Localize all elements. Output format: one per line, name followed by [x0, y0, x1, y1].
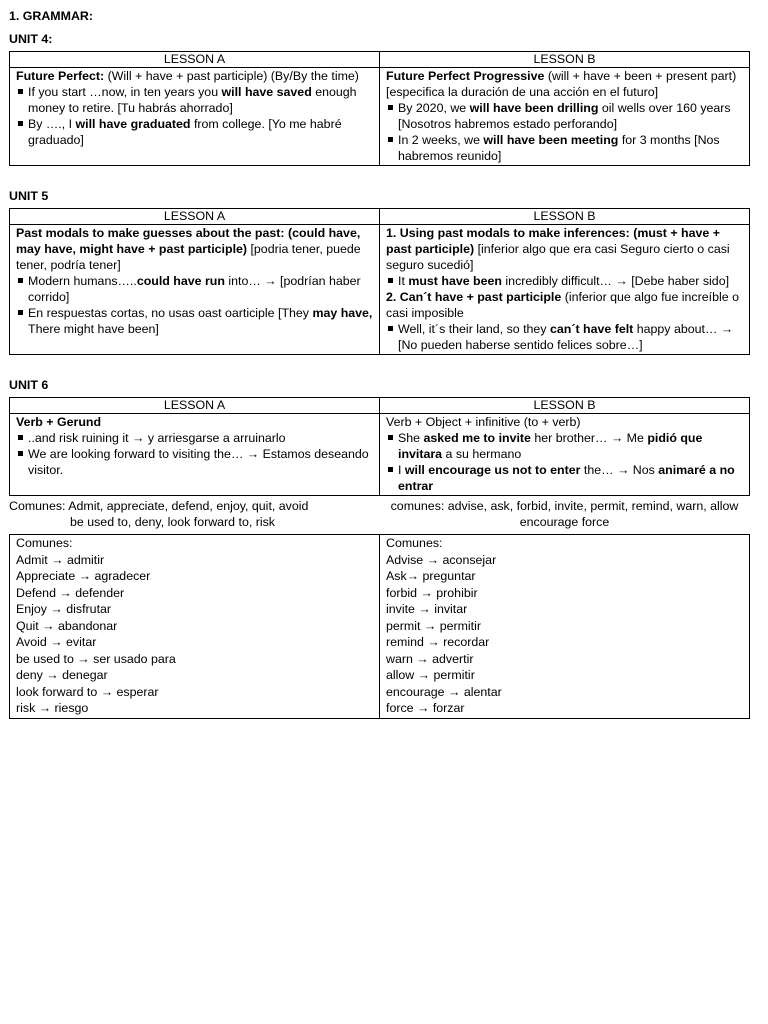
text: We are looking forward to visiting the… → Estamos deseando visitor. — [28, 447, 369, 477]
vocab-entry: look forward to → esperar — [16, 684, 159, 699]
text: If you start …now, in ten years you — [28, 85, 222, 99]
bullet-item — [16, 430, 373, 446]
unit-5-heading: UNIT 5 — [9, 189, 49, 203]
vocab-entry: Avoid → evitar — [16, 635, 97, 649]
lesson-b-header: LESSON B — [380, 209, 750, 225]
vocab-entry: force → forzar — [386, 701, 465, 715]
unit-6-lesson-b-cell — [380, 414, 750, 496]
vocab-entry: permit → permitir — [386, 618, 482, 633]
text: There might have been] — [28, 322, 159, 336]
comunes-right-line-2: encourage force — [519, 515, 610, 529]
text: her brother… → Me — [530, 431, 648, 445]
text: enough money to retire. [Tu habrás ahorrado] — [28, 85, 357, 115]
text: En respuestas cortas, no usas oast oarticiple [They — [28, 306, 313, 320]
vocab-entry: Enjoy → disfrutar — [16, 602, 112, 616]
text: oil wells over 160 years [Nosotros habremos estado perforando] — [398, 101, 731, 131]
bold-text: will have saved — [221, 85, 312, 99]
vocab-entry: encourage → alentar — [386, 684, 502, 699]
vocab-entry: invite → invitar — [386, 602, 468, 616]
vocab-right-list — [386, 552, 743, 717]
bold-text: 1. Using past modals to make inferences: (must + have + past participle) — [386, 226, 720, 256]
unit-5-table — [9, 208, 750, 355]
text: Well, it´s their land, so they — [398, 322, 550, 336]
vocab-table — [9, 534, 750, 719]
text: for 3 months [Nos habremos reunido] — [398, 133, 720, 163]
unit-5-lesson-a-cell — [10, 225, 380, 355]
vocab-entry: forbid → prohibir — [386, 585, 478, 600]
bullet-item — [386, 321, 743, 353]
bullet-item — [386, 462, 743, 494]
text: the… → Nos — [580, 463, 659, 477]
text: [podria tener, puede tener, podría tener] — [16, 242, 361, 272]
bullet-list — [386, 321, 743, 353]
rule-heading — [16, 225, 373, 273]
bullet-list — [386, 430, 743, 494]
bullet-list — [16, 273, 373, 337]
text: [inferior algo que era casi Seguro cierto o casi seguro sucedió] — [386, 242, 730, 272]
bullet-list — [386, 273, 743, 289]
text: happy about… → [No pueden haberse sentido felices sobre…] — [398, 322, 734, 352]
lesson-a-header: LESSON A — [10, 209, 380, 225]
bullet-item — [386, 273, 743, 289]
text: I — [398, 463, 405, 477]
bullet-item — [16, 305, 373, 337]
bold-text: will have been meeting — [483, 133, 619, 147]
vocab-entry: Appreciate → agradecer — [16, 569, 151, 583]
text: a su hermano — [442, 447, 522, 461]
bold-text: asked me to invite — [423, 431, 531, 445]
comunes-left-line-2: be used to, deny, look forward to, risk — [70, 515, 276, 529]
vocab-right-cell — [380, 535, 750, 719]
text: from college. [Yo me habré graduado] — [28, 117, 342, 147]
bold-text: Past modals to make guesses about the past: (could have, may have, might have + past participle) — [16, 226, 361, 256]
bold-text: will have graduated — [75, 117, 191, 131]
document-page — [9, 8, 750, 719]
bullet-item — [386, 430, 743, 462]
vocab-left-cell — [10, 535, 380, 719]
bullet-item — [16, 116, 373, 148]
vocab-entry: risk → riesgo — [16, 701, 89, 715]
vocab-entry: Advise → aconsejar — [386, 552, 497, 567]
bold-text: Verb + Gerund — [16, 415, 102, 429]
unit-6-table — [9, 397, 750, 496]
vocab-left-list — [16, 552, 373, 717]
bullet-item — [16, 84, 373, 116]
unit-4-lesson-a-cell — [10, 68, 380, 166]
bullet-item — [16, 446, 373, 478]
vocab-entry: allow → permitir — [386, 668, 475, 682]
bold-text: Future Perfect: — [16, 69, 105, 83]
text: She — [398, 431, 424, 445]
bold-text: 2. Can´t have + past participle — [386, 290, 562, 304]
rule-heading — [386, 289, 743, 321]
text: incredibly difficult… → [Debe haber sido] — [501, 274, 730, 288]
comunes-left-line-1: Comunes: Admit, appreciate, defend, enjoy, quit, avoid — [9, 499, 309, 513]
bold-text: pidió que invitara — [398, 431, 703, 461]
vocab-right-title: Comunes: — [386, 536, 443, 550]
unit-4-heading: UNIT 4: — [9, 32, 53, 46]
vocab-entry: Quit → abandonar — [16, 618, 118, 633]
vocab-entry: Admit → admitir — [16, 552, 105, 567]
page-title: 1. GRAMMAR: — [9, 9, 93, 23]
bullet-item — [386, 132, 743, 164]
bold-text: will have been drilling — [469, 101, 599, 115]
text: In 2 weeks, we — [398, 133, 484, 147]
rule-heading — [386, 68, 743, 100]
bold-text: must have been — [408, 274, 502, 288]
rule-heading — [386, 225, 743, 273]
unit-6-lesson-a-cell — [10, 414, 380, 496]
vocab-entry: deny → denegar — [16, 668, 108, 682]
bullet-item — [16, 273, 373, 305]
bullet-item — [386, 100, 743, 132]
unit-4-lesson-b-cell — [380, 68, 750, 166]
lesson-a-header: LESSON A — [10, 52, 380, 68]
rule-heading — [386, 414, 743, 430]
text: (will + have + been + present part) [especifica la duración de una acción en el futuro] — [386, 69, 737, 99]
text: Verb + Object + infinitive (to + verb) — [386, 415, 581, 429]
bold-text: may have, — [312, 306, 373, 320]
comunes-right-line-1: comunes: advise, ask, forbid, invite, permit, remind, warn, allow — [390, 499, 739, 513]
rule-heading — [16, 68, 373, 84]
bold-text: can´t have felt — [549, 322, 634, 336]
bold-text: Future Perfect Progressive — [386, 69, 545, 83]
text: By …., I — [28, 117, 76, 131]
vocab-entry: Defend → defender — [16, 585, 125, 600]
text: into… → [podrían haber corrido] — [28, 274, 361, 304]
text: ..and risk ruining it → y arriesgarse a arruinarlo — [28, 431, 286, 445]
vocab-left-title: Comunes: — [16, 536, 73, 550]
bullet-list — [386, 100, 743, 164]
bullet-list — [16, 84, 373, 148]
lesson-b-header: LESSON B — [380, 398, 750, 414]
bold-text: could have run — [136, 274, 225, 288]
vocab-entry: warn → advertir — [386, 651, 474, 666]
comunes-summary — [9, 498, 750, 530]
unit-6-heading: UNIT 6 — [9, 378, 49, 392]
text: It — [398, 274, 409, 288]
vocab-entry: remind → recordar — [386, 635, 490, 649]
text: By 2020, we — [398, 101, 470, 115]
text: Modern humans….. — [28, 274, 137, 288]
bold-text: will encourage us not to enter — [404, 463, 581, 477]
unit-4-table — [9, 51, 750, 166]
lesson-b-header: LESSON B — [380, 52, 750, 68]
vocab-entry: Ask→ preguntar — [386, 569, 476, 583]
text: (inferior que algo fue increíble o casi imposible — [386, 290, 739, 320]
bold-text: animaré a no entrar — [398, 463, 735, 493]
lesson-a-header: LESSON A — [10, 398, 380, 414]
bullet-list — [16, 430, 373, 478]
rule-heading — [16, 414, 373, 430]
text: (Will + have + past participle) (By/By the time) — [104, 69, 359, 83]
vocab-entry: be used to → ser usado para — [16, 651, 176, 666]
unit-5-lesson-b-cell — [380, 225, 750, 355]
